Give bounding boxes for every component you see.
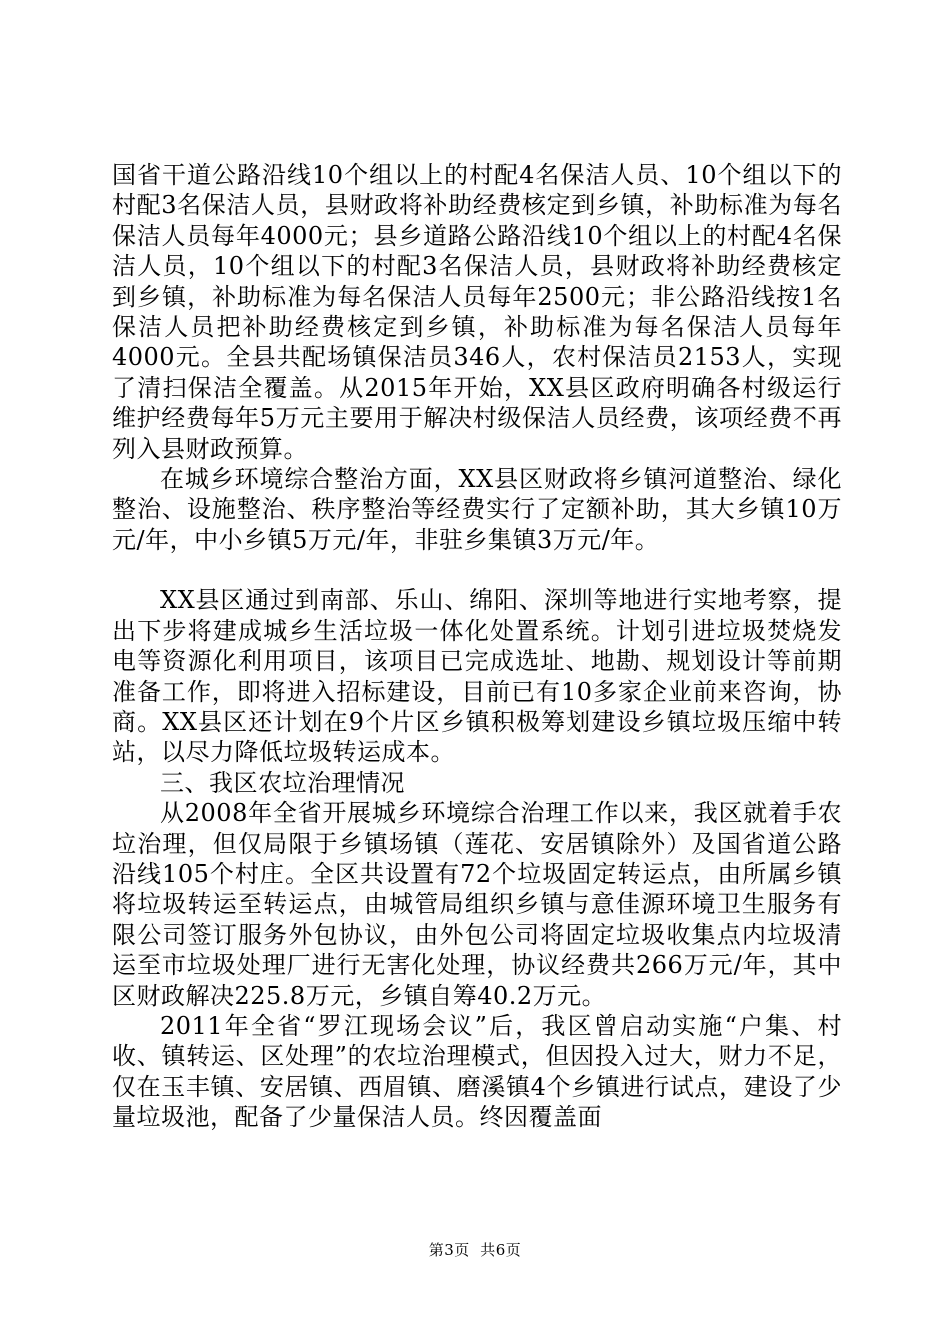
paragraph-disposal-plan: XX县区通过到南部、乐山、绵阳、深圳等地进行实地考察，提出下步将建成城乡生活垃圾一体化处置系统。计划引进垃圾焚烧发电等资源化利用项目，该项目已完成选址、地勘、规划设计等前期准备工作，即将进入招标建设，目前已有10多家企业前来咨询，协商。XX县区还计划在9个片区乡镇积极筹划建设乡镇垃圾压缩中转站，以尽力降低垃圾转运成本。 [112, 586, 842, 767]
paragraph-spacer [112, 555, 842, 585]
paragraph-sanitation-staffing: 国省干道公路沿线10个组以上的村配4名保洁人员、10个组以下的村配3名保洁人员，县财政将补助经费核定到乡镇，补助标准为每名保洁人员每年4000元；县乡道路公路沿线10个组以上的村配4名保洁人员，10个组以下的村配3名保洁人员，县财政将补助经费核定到乡镇，补助标准为每名保洁人员每年2500元；非公路沿线按1名保洁人员把补助经费核定到乡镇，补助标准为每名保洁人员每年4000元。全县共配场镇保洁员346人，农村保洁员2153人，实现了清扫保洁全覆盖。从2015年开始，XX县区政府明确各村级运行维护经费每年5万元主要用于解决村级保洁人员经费，该项经费不再列入县财政预算。 [112, 161, 842, 463]
paragraph-district-status: 从2008年全省开展城乡环境综合治理工作以来，我区就着手农垃治理，但仅局限于乡镇场镇（莲花、安居镇除外）及国省道公路沿线105个村庄。全区共设置有72个垃圾固定转运点，由所属乡镇将垃圾转运至转运点，由城管局组织乡镇与意佳源环境卫生服务有限公司签订服务外包协议，由外包公司将固定垃圾收集点内垃圾清运至市垃圾处理厂进行无害化处理，协议经费共266万元/年，其中区财政解决225.8万元，乡镇自筹40.2万元。 [112, 799, 842, 1010]
page-number-label: 第3页 共6页 [428, 1241, 522, 1259]
page-footer [0, 1239, 950, 1260]
paragraph-luojiang-model: 2011年全省“罗江现场会议”后，我区曾启动实施“户集、村收、镇转运、区处理”的农垃治理模式，但因投入过大，财力不足，仅在玉丰镇、安居镇、西眉镇、磨溪镇4个乡镇进行试点，建设了少量垃圾池，配备了少量保洁人员。终因覆盖面 [112, 1011, 842, 1132]
paragraph-environment-subsidy: 在城乡环境综合整治方面，XX县区财政将乡镇河道整治、绿化整治、设施整治、秩序整治等经费实行了定额补助，其大乡镇10万元/年，中小乡镇5万元/年，非驻乡集镇3万元/年。 [112, 465, 842, 554]
document-body [112, 160, 842, 1133]
section-heading: 三、我区农垃治理情况 [160, 768, 405, 797]
